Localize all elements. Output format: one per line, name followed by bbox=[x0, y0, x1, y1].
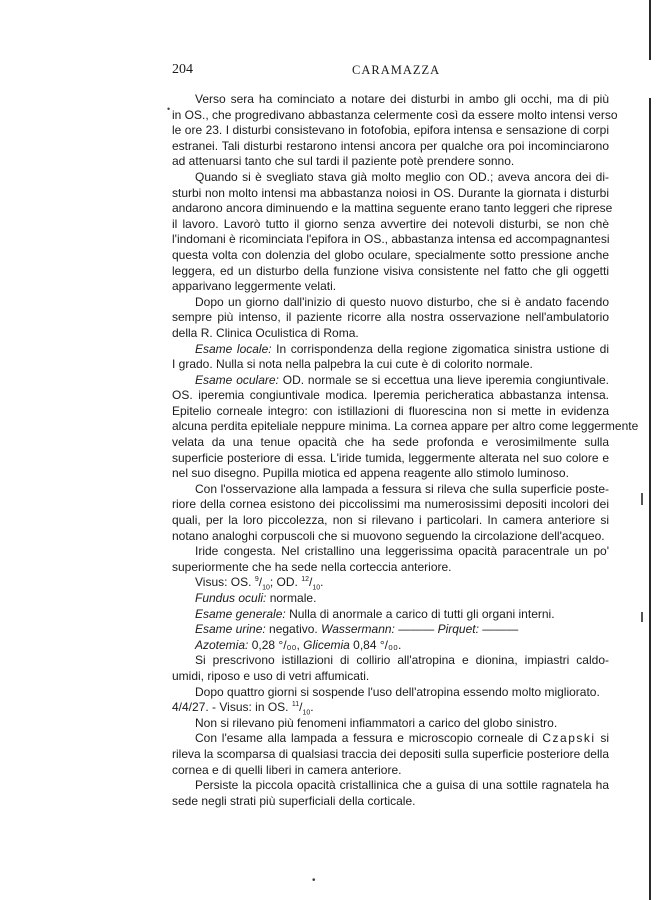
esame-generale-line: Esame generale: Nulla di anormale a carico di tutti gli organi interni. bbox=[195, 606, 555, 621]
text-line: Con l'osservazione alla lampada a fessura si rileva che sulla superficie poste- bbox=[195, 481, 609, 496]
text-line: superficie posteriore di essa. L'iride tumida, leggermente alterata nel suo colore e bbox=[172, 450, 609, 465]
text-line: Esame oculare: OD. normale se si eccettua una lieve iperemia congiuntivale. bbox=[195, 372, 610, 387]
text-line: Esame locale: In corrispondenza della regione zigomatica sinistra ustione di bbox=[195, 341, 609, 356]
text-line: Dopo un giorno dall'inizio di questo nuovo disturbo, che si è andato facendo bbox=[195, 294, 609, 309]
page-dot: • bbox=[312, 875, 316, 886]
text-line: apparivano leggermente velati. bbox=[172, 279, 337, 294]
label-esame-locale: Esame locale: bbox=[195, 341, 272, 356]
text-line: leggera, ed un disturbo della funzione visiva consistente nel fatto che gli oggetti bbox=[172, 263, 609, 278]
body-text bbox=[172, 92, 639, 809]
text-line: in OS., che progredivano abbastanza celermente così da essere molto intensi verso bbox=[172, 107, 618, 122]
fundus-line: Fundus oculi: normale. bbox=[195, 591, 317, 605]
text-line: Non si rilevano più fenomeni infiammatori a carico del globo sinistro. bbox=[195, 715, 558, 730]
text-line: Quando si è svegliato stava già molto meglio con OD.; aveva ancora dei di- bbox=[195, 169, 609, 184]
text-line: andarono ancora diminuendo e la mattina seguente erano tanto leggeri che riprese bbox=[172, 201, 613, 216]
paragraph bbox=[172, 778, 609, 809]
text-line: Iride congesta. Nel cristallino una leggerissima opacità paracentrale un po' bbox=[195, 544, 609, 559]
text-line: Dopo quattro giorni si sospende l'uso dell'atropina essendo molto migliorato. bbox=[195, 684, 600, 699]
paragraph bbox=[172, 482, 609, 544]
paragraph bbox=[172, 731, 609, 778]
visus-line: Visus: OS. $^9/_{10}$; OD. $^{12}/_{10}$. bbox=[195, 575, 324, 592]
running-head: CARAMAZZA bbox=[352, 63, 441, 77]
margin-dot: • bbox=[167, 104, 171, 114]
text-line: sede negli strati più superficiali della corticale. bbox=[172, 793, 416, 808]
text-line: Verso sera ha cominciato a notare dei disturbi in ambo gli occhi, ma di più bbox=[195, 92, 609, 106]
text-line: Epitelio corneale integro: con istillazioni di fluorescina non si mette in evidenza bbox=[172, 403, 609, 418]
text-line: il lavoro. Lavorò tutto il giorno senza avvertire dei notevoli disturbi, se non chè bbox=[172, 216, 609, 231]
text-line: velata da una tenue opacità che ha sede profonda e verosimilmente sulla bbox=[172, 435, 609, 450]
text-line: sturbi non molto intensi ma abbastanza noiosi in OS. Durante la giornata i disturbi bbox=[172, 185, 609, 200]
page-edge bbox=[649, 0, 651, 900]
text-line: le ore 23. I disturbi consistevano in fotofobia, epifora intensa e sensazione di corpi bbox=[172, 123, 609, 138]
text-line: estranei. Tali disturbi restarono intensi ancora per qualche ora poi incominciarono bbox=[172, 138, 609, 153]
text-line: rileva la scomparsa di qualsiasi traccia dei depositi sulla superficie posteriore della bbox=[172, 746, 609, 761]
margin-mark bbox=[641, 612, 643, 622]
text-line: Persiste la piccola opacità cristallinica che a guisa di una sottile ragnatela ha bbox=[195, 778, 609, 793]
page-edge-gap bbox=[649, 60, 651, 98]
esame-urine-line: Esame urine: negativo. Wassermann: ——— Pirquet: ——— bbox=[195, 622, 519, 637]
author-name: Czapski bbox=[542, 731, 596, 746]
text-line: cornea e di quelli liberi in camera anteriore. bbox=[172, 762, 402, 777]
text-line: nel suo disegno. Pupilla miotica ed appena reagente allo stimolo luminoso. bbox=[172, 466, 569, 481]
page-header bbox=[172, 62, 540, 80]
text-line: l'indomani è ricominciata l'epifora in OS., abbastanza intensa ed accompagnantesi bbox=[172, 232, 610, 247]
text-line: Con l'esame alla lampada a fessura e microscopio corneale di Czapski si bbox=[195, 731, 610, 746]
paragraph bbox=[172, 92, 618, 170]
paragraph bbox=[172, 372, 639, 482]
text-line: superiormente che ha sede nella corteccia anteriore. bbox=[172, 559, 452, 574]
text-line: notano analoghi corpuscoli che si muovono seguendo la circolazione dell'acqueo. bbox=[172, 528, 605, 543]
margin-mark bbox=[641, 493, 643, 505]
visus-line: 4/4/27. - Visus: in OS. $^{11}/_{10}$. bbox=[172, 700, 314, 717]
text-line: questa volta con dolenzia del globo oculare, specialmente sotto pressione anche bbox=[172, 247, 609, 262]
text-line: sempre più intenso, il paziente ricorre alla nostra osservazione nell'ambulatorio bbox=[172, 310, 609, 325]
paragraph bbox=[172, 295, 609, 342]
text-line: I grado. Nulla si nota nella palpebra la cui cute è di colorito normale. bbox=[172, 357, 533, 372]
text-line: umidi, riposo e uso di vetri affumicati. bbox=[172, 668, 370, 683]
text-line: Si prescrivono istillazioni di collirio all'atropina e dionina, impiastri caldo- bbox=[195, 653, 609, 668]
paragraph bbox=[172, 342, 609, 373]
text-line: ad attenuarsi tanto che sul tardi il paziente potè prendere sonno. bbox=[172, 154, 515, 169]
label-esame-oculare: Esame oculare: bbox=[195, 372, 279, 387]
azotemia-line: Azotemia: 0,28 °/₀₀, Glicemia 0,84 °/₀₀. bbox=[195, 637, 402, 652]
text-line: alcuna perdita epiteliale neppure minima. La cornea appare per altro come leggermente bbox=[172, 419, 639, 434]
paragraph bbox=[172, 653, 609, 684]
paragraph bbox=[172, 169, 613, 295]
paragraph bbox=[172, 544, 609, 575]
text-line: riore della cornea esistono dei piccolissimi ma numerosissimi depositi incolori dei bbox=[172, 497, 609, 512]
text-line: OS. iperemia congiuntivale modica. Iperemia pericheratica abbastanza intensa. bbox=[172, 388, 609, 403]
text-line: quali, per la loro piccolezza, non si rilevano i particolari. In camera anteriore si bbox=[172, 513, 609, 528]
text-line: della R. Clinica Oculistica di Roma. bbox=[172, 325, 359, 340]
page-number: 204 bbox=[172, 62, 193, 77]
